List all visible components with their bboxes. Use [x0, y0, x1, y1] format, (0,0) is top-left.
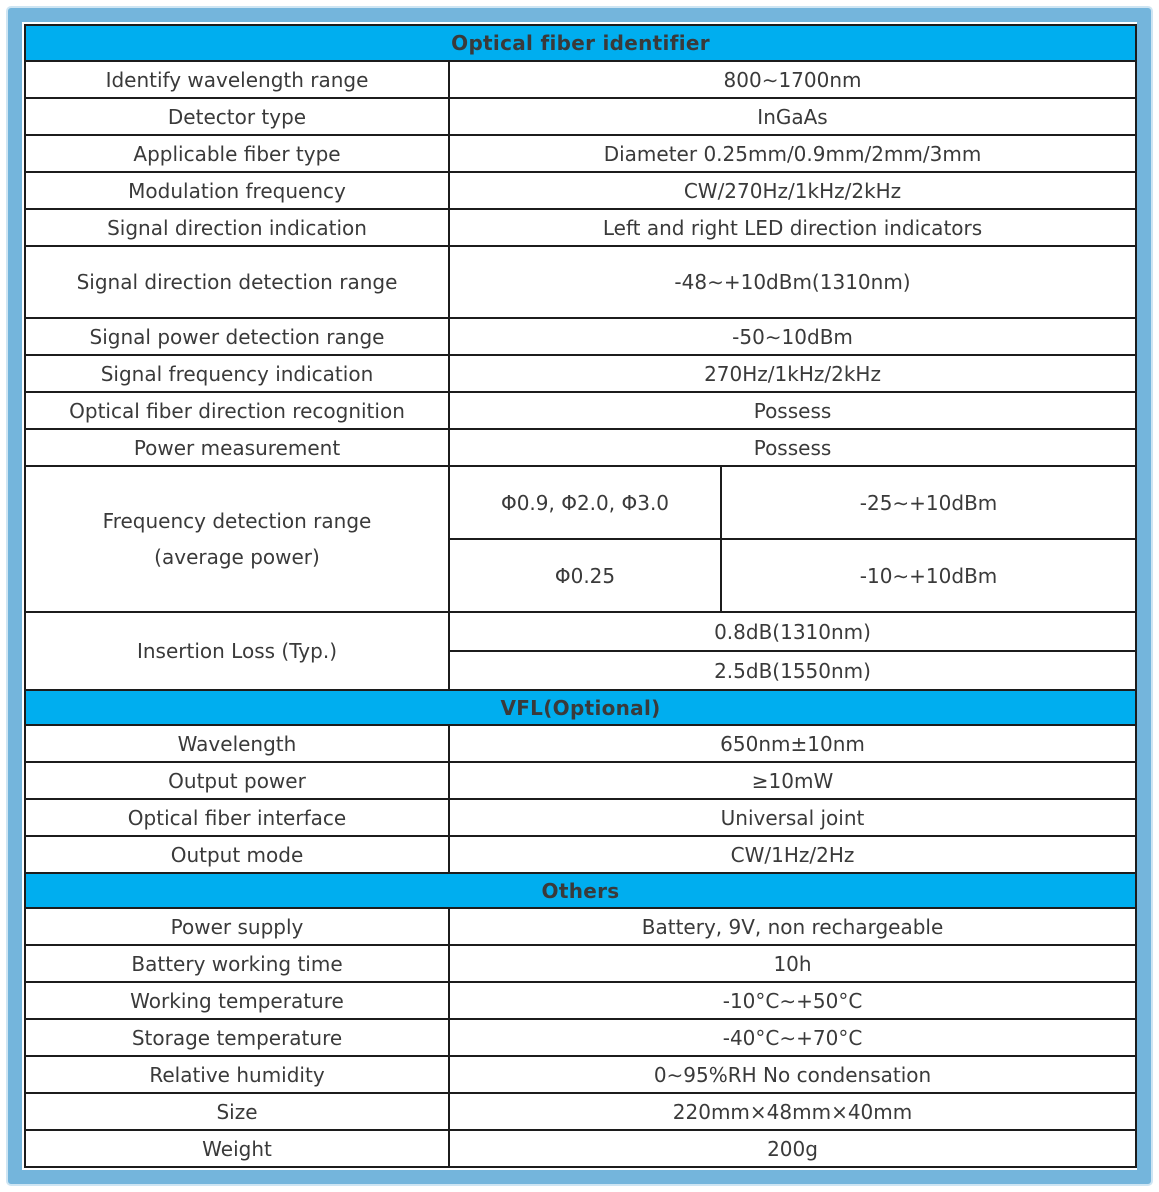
spec-label: Size — [25, 1093, 449, 1130]
spec-subvalue-fiber: Φ0.9, Φ2.0, Φ3.0 — [449, 466, 721, 539]
spec-value: Diameter 0.25mm/0.9mm/2mm/3mm — [449, 135, 1136, 172]
spec-value: 0.8dB(1310nm) — [449, 612, 1136, 651]
spec-value: 0∼95%RH No condensation — [449, 1056, 1136, 1093]
table-row — [25, 209, 1136, 246]
spec-label: Modulation frequency — [25, 172, 449, 209]
table-row — [25, 25, 1136, 61]
spec-value: 270Hz/1kHz/2kHz — [449, 355, 1136, 392]
spec-value: 2.5dB(1550nm) — [449, 651, 1136, 690]
table-row — [25, 318, 1136, 355]
table-row — [25, 836, 1136, 873]
table-row — [25, 908, 1136, 945]
table-row — [25, 873, 1136, 908]
spec-value: 10h — [449, 945, 1136, 982]
spec-label: Identify wavelength range — [25, 61, 449, 98]
table-row — [25, 1056, 1136, 1093]
spec-value: InGaAs — [449, 98, 1136, 135]
spec-value: -10°C∼+50°C — [449, 982, 1136, 1019]
spec-value: CW/270Hz/1kHz/2kHz — [449, 172, 1136, 209]
page-border — [8, 8, 1151, 1184]
table-row — [25, 799, 1136, 836]
spec-value: Universal joint — [449, 799, 1136, 836]
spec-value: CW/1Hz/2Hz — [449, 836, 1136, 873]
table-row — [25, 1093, 1136, 1130]
spec-label-line: (average power) — [154, 545, 320, 569]
table-row — [25, 429, 1136, 466]
spec-value: ≥10mW — [449, 762, 1136, 799]
table-row — [25, 135, 1136, 172]
spec-label: Battery working time — [25, 945, 449, 982]
spec-label-frequency-detection — [25, 466, 449, 612]
spec-label: Weight — [25, 1130, 449, 1167]
spec-table — [24, 24, 1137, 1168]
table-row — [25, 61, 1136, 98]
table-row — [25, 246, 1136, 318]
spec-label: Optical fiber interface — [25, 799, 449, 836]
table-row — [25, 762, 1136, 799]
spec-label: Optical fiber direction recognition — [25, 392, 449, 429]
spec-value: Left and right LED direction indicators — [449, 209, 1136, 246]
spec-label: Applicable fiber type — [25, 135, 449, 172]
spec-value: 220mm×48mm×40mm — [449, 1093, 1136, 1130]
spec-value: 800∼1700nm — [449, 61, 1136, 98]
spec-label: Signal direction detection range — [25, 246, 449, 318]
spec-label-insertion-loss: Insertion Loss (Typ.) — [25, 612, 449, 690]
table-row — [25, 466, 1136, 539]
spec-label: Storage temperature — [25, 1019, 449, 1056]
spec-label: Signal direction indication — [25, 209, 449, 246]
table-row — [25, 690, 1136, 725]
spec-value: 650nm±10nm — [449, 725, 1136, 762]
section-header-optical-fiber-identifier: Optical fiber identifier — [25, 25, 1136, 61]
spec-subvalue-fiber: Φ0.25 — [449, 539, 721, 612]
spec-label: Output mode — [25, 836, 449, 873]
spec-label: Wavelength — [25, 725, 449, 762]
spec-value: Possess — [449, 429, 1136, 466]
spec-value: 200g — [449, 1130, 1136, 1167]
spec-label: Power supply — [25, 908, 449, 945]
spec-value: Battery, 9V, non rechargeable — [449, 908, 1136, 945]
table-row — [25, 1130, 1136, 1167]
spec-value: -50∼10dBm — [449, 318, 1136, 355]
spec-label: Signal frequency indication — [25, 355, 449, 392]
spec-value: Possess — [449, 392, 1136, 429]
spec-label: Output power — [25, 762, 449, 799]
spec-subvalue-range: -25∼+10dBm — [721, 466, 1136, 539]
table-row — [25, 612, 1136, 651]
spec-subvalue-range: -10∼+10dBm — [721, 539, 1136, 612]
table-row — [25, 725, 1136, 762]
spec-label: Working temperature — [25, 982, 449, 1019]
section-header-others: Others — [25, 873, 1136, 908]
spec-label: Detector type — [25, 98, 449, 135]
table-row — [25, 945, 1136, 982]
spec-label: Signal power detection range — [25, 318, 449, 355]
table-row — [25, 1019, 1136, 1056]
spec-label: Relative humidity — [25, 1056, 449, 1093]
table-row — [25, 392, 1136, 429]
spec-value: -48∼+10dBm(1310nm) — [449, 246, 1136, 318]
section-header-vfl-optional: VFL(Optional) — [25, 690, 1136, 725]
spec-label: Power measurement — [25, 429, 449, 466]
table-row — [25, 982, 1136, 1019]
table-row — [25, 98, 1136, 135]
spec-label-line: Frequency detection range — [102, 509, 372, 533]
table-row — [25, 172, 1136, 209]
table-row — [25, 355, 1136, 392]
spec-value: -40°C∼+70°C — [449, 1019, 1136, 1056]
